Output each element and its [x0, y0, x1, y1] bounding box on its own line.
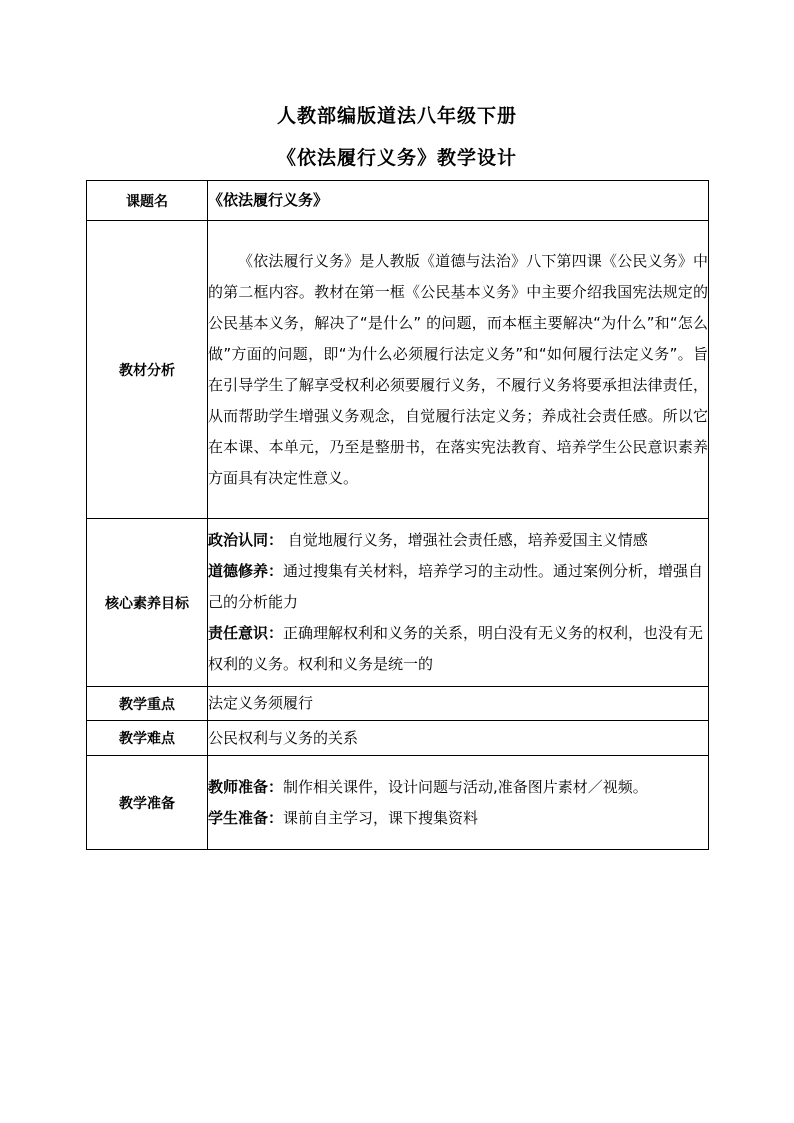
core-item-text: 自觉地履行义务，增强社会责任感，培养爱国主义情感	[283, 531, 648, 549]
document-subtitle: 《依法履行义务》教学设计	[276, 147, 517, 169]
table-row-difficulty	[87, 721, 709, 756]
key-point-label: 教学重点	[87, 687, 208, 721]
student-preparation	[208, 803, 708, 834]
core-item-title: 责任意识：	[208, 624, 284, 642]
core-item-text: 正确理解权利和义务的关系，明白没有无义务的权利，也没有无权利的义务。权利和义务是统一的	[208, 624, 704, 673]
analysis-label: 教材分析	[87, 221, 208, 519]
difficulty-label: 教学难点	[87, 721, 208, 756]
teacher-preparation	[208, 772, 708, 803]
table-row-analysis	[87, 221, 709, 519]
core-item-title: 政治认同：	[208, 531, 284, 549]
core-item-text: 通过搜集有关材料，培养学习的主动性。通过案例分析，增强自己的分析能力	[208, 562, 704, 611]
document-title: 人教部编版道法八年级下册	[276, 105, 517, 127]
analysis-cell	[208, 221, 709, 519]
core-item-morality	[208, 556, 708, 618]
topic-value: 《依法履行义务》	[208, 181, 709, 221]
core-item-politics	[208, 525, 708, 556]
key-point-value: 法定义务须履行	[208, 687, 709, 721]
teacher-preparation-title: 教师准备：	[208, 777, 284, 796]
preparation-cell	[208, 756, 709, 850]
lesson-plan-table	[86, 180, 709, 850]
table-row-key-point	[87, 687, 709, 721]
core-item-responsibility	[208, 618, 708, 680]
preparation-label: 教学准备	[87, 756, 208, 850]
student-preparation-title: 学生准备：	[208, 808, 284, 827]
table-row-topic	[87, 181, 709, 221]
student-preparation-text: 课前自主学习，课下搜集资料	[283, 808, 479, 827]
teacher-preparation-text: 制作相关课件，设计问题与活动,准备图片素材／视频。	[283, 777, 648, 796]
analysis-text: 《依法履行义务》是人教版《道德与法治》八下第四课《公民义务》中的第二框内容。教材在第一框《公民基本义务》中主要介绍我国宪法规定的公民基本义务，解决了“是什么” 的问题，而本框主要解决“为什么”和“怎么做”方面的问题，即“为什么必须履行法定义务”和“如何履行法定义务”。旨在引导学生了解享受权利必须要履行义务，不履行义务将要承担法律责任，从而帮助学生增强义务观念，自觉履行法定义务；养成社会责任感。所以它在本课、本单元，乃至是整册书，在落实宪法教育、培养学生公民意识素养方面具有决定性意义。	[208, 251, 708, 487]
table-row-preparation	[87, 756, 709, 850]
topic-label: 课题名	[87, 181, 208, 221]
table-row-core	[87, 519, 709, 687]
difficulty-value: 公民权利与义务的关系	[208, 721, 709, 756]
core-label: 核心素养目标	[87, 519, 208, 687]
core-cell	[208, 519, 709, 687]
core-item-title: 道德修养：	[208, 562, 284, 580]
